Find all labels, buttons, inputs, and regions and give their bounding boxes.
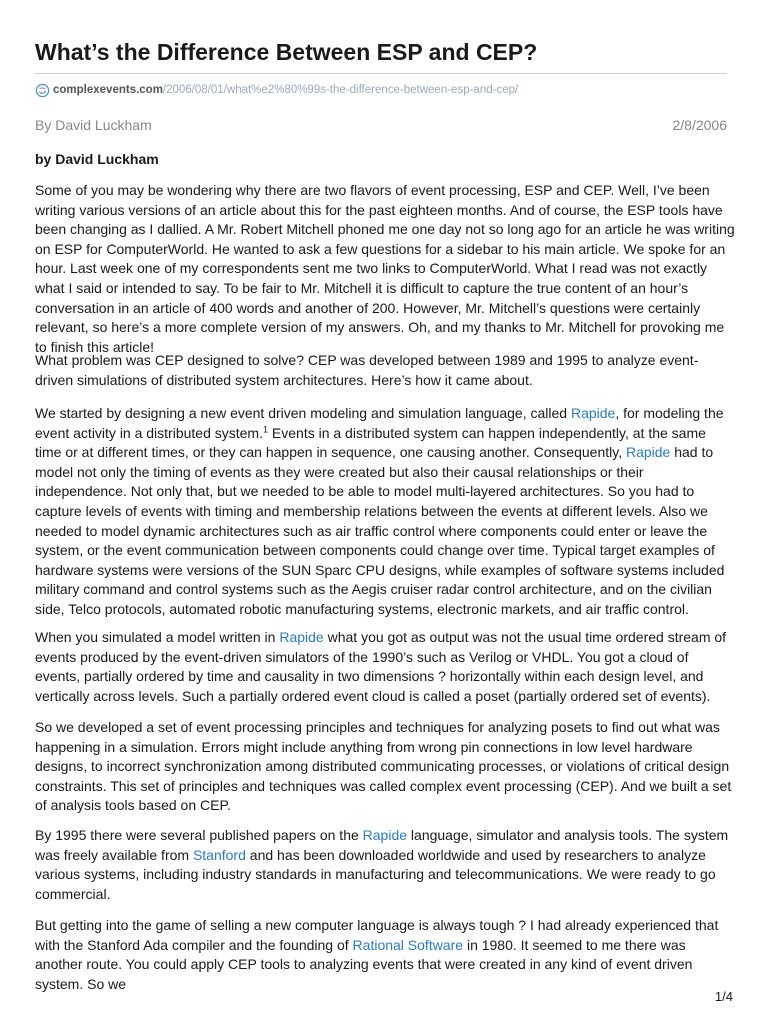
paragraph-6-text: and has been downloaded worldwide and used by researchers to analyze various systems, including industry standards in manufacturing and telecommunications. We were ready to go commercial. [35,846,716,902]
paragraph-1: Some of you may be wondering why there are two flavors of event processing, ESP and CEP. Well, I’ve been writing various versions of an article about this for the past eighteen months. And of course, the ESP tools have been changing as I dallied. A Mr. Robert Mitchell phoned me one day not so long ago for an article he was writing on ESP for ComputerWorld. He wanted to ask a few questions for a sidebar to his main article. We spoke for an hour. Last week one of my correspondents sent me two links to ComputerWorld. What I read was not exactly what I said or intended to say. To be fair to Mr. Mitchell it is difficult to capture the true content of an hour’s conversation in an article of 400 words and another of 200. However, Mr. Mitchell’s questions were certainly relevant, so here’s a more complete version of my answers. Oh, and my thanks to Mr. Mitchell for provoking me to finish this article! [35,182,735,355]
article-meta [35,117,727,133]
paragraph-7 [35,916,735,994]
paragraph-3-text: Events in a distributed system can happen independently, at the same time or at different times, or they can happen in sequence, one causing another. Consequently, [35,424,706,461]
rapide-link[interactable]: Rapide [625,444,671,461]
paragraph-7-text: But getting into the game of selling a new computer language is always tough ? I had already experienced that with the Stanford Ada compiler and the founding of [35,917,719,953]
paragraph-7-text: in 1980. It seemed to me there was another route. You could apply CEP tools to analyzing events that were created in any kind of event driven system. So we [35,936,693,992]
paragraph-6-text: By 1995 there were several published papers on the [35,827,363,843]
paragraph-5: So we developed a set of event processing principles and techniques for analyzing posets to find out what was happening in a simulation. Errors might include anything from wrong pin connections in low level hardware designs, to incorrect synchronization among distributed communicating processes, or violations of critical design constraints. This set of principles and techniques was called complex event processing (CEP). And we built a set of analysis tools based on CEP. [35,719,732,814]
source-domain[interactable]: complexevents.com [53,84,163,96]
byline: by David Luckham [35,151,159,167]
source-path[interactable]: /2006/08/01/what%e2%80%99s-the-difference-between-esp-and-cep/ [162,84,519,96]
publish-date: 2/8/2006 [672,117,727,133]
source-url[interactable] [35,81,518,99]
stanford-link[interactable]: Stanford [192,846,246,863]
paragraph-3-text: , for modeling the event activity in a distributed system. [35,405,724,441]
author-line: By David Luckham [35,117,152,133]
footnote-ref[interactable]: 1 [263,423,269,434]
globe-icon [35,83,50,98]
rapide-link[interactable]: Rapide [279,629,324,645]
article-title: What’s the Difference Between ESP and CEP? [35,39,538,65]
paragraph-6-text: language, simulator and analysis tools. The system was freely available from [35,827,729,863]
page-number: 1/4 [714,989,733,1004]
paragraph-6 [35,826,735,904]
paragraph-2: What problem was CEP designed to solve? CEP was developed between 1989 and 1995 to analyze event-driven simulations of distributed system architectures. Here’s how it came about. [35,352,699,388]
paragraph-3-text: had to model not only the timing of events as they were created but also their causal relationships or their independence. Not only that, but we needed to be able to model multi-layered architectures. So you had to capture levels of events with timing and membership relations between the events at different levels. Also we needed to model dynamic architectures such as air traffic control where components could enter or leave the system, or the event communication between components could change over time. Typical target examples of hardware systems were versions of the SUN Sparc CPU designs, while examples of software systems included military command and control systems such as the Aegis cruiser radar control architecture, and on the civilian side, Telco protocols, automated robotic manufacturing systems, electronic markets, and air traffic control. [35,444,725,617]
rapide-link[interactable]: Rapide [570,405,616,421]
paragraph-3-text: We started by designing a new event driven modeling and simulation language, called [35,405,571,421]
rational-software-link[interactable]: Rational Software [352,936,464,953]
paragraph-4-text: When you simulated a model written in [35,629,280,645]
rapide-link[interactable]: Rapide [362,827,408,843]
paragraph-4-text: what you got as output was not the usual time ordered stream of events produced by the event-driven simulators of the 1990’s such as Verilog or VHDL. You got a cloud of events, partially ordered by time and causality in two dimensions ? horizontally within each design level, and vertically across levels. Such a partially ordered event cloud is called a poset (partially ordered set of events). [35,629,727,704]
title-divider [35,73,727,74]
paragraph-4 [35,628,735,706]
paragraph-3 [35,404,735,620]
